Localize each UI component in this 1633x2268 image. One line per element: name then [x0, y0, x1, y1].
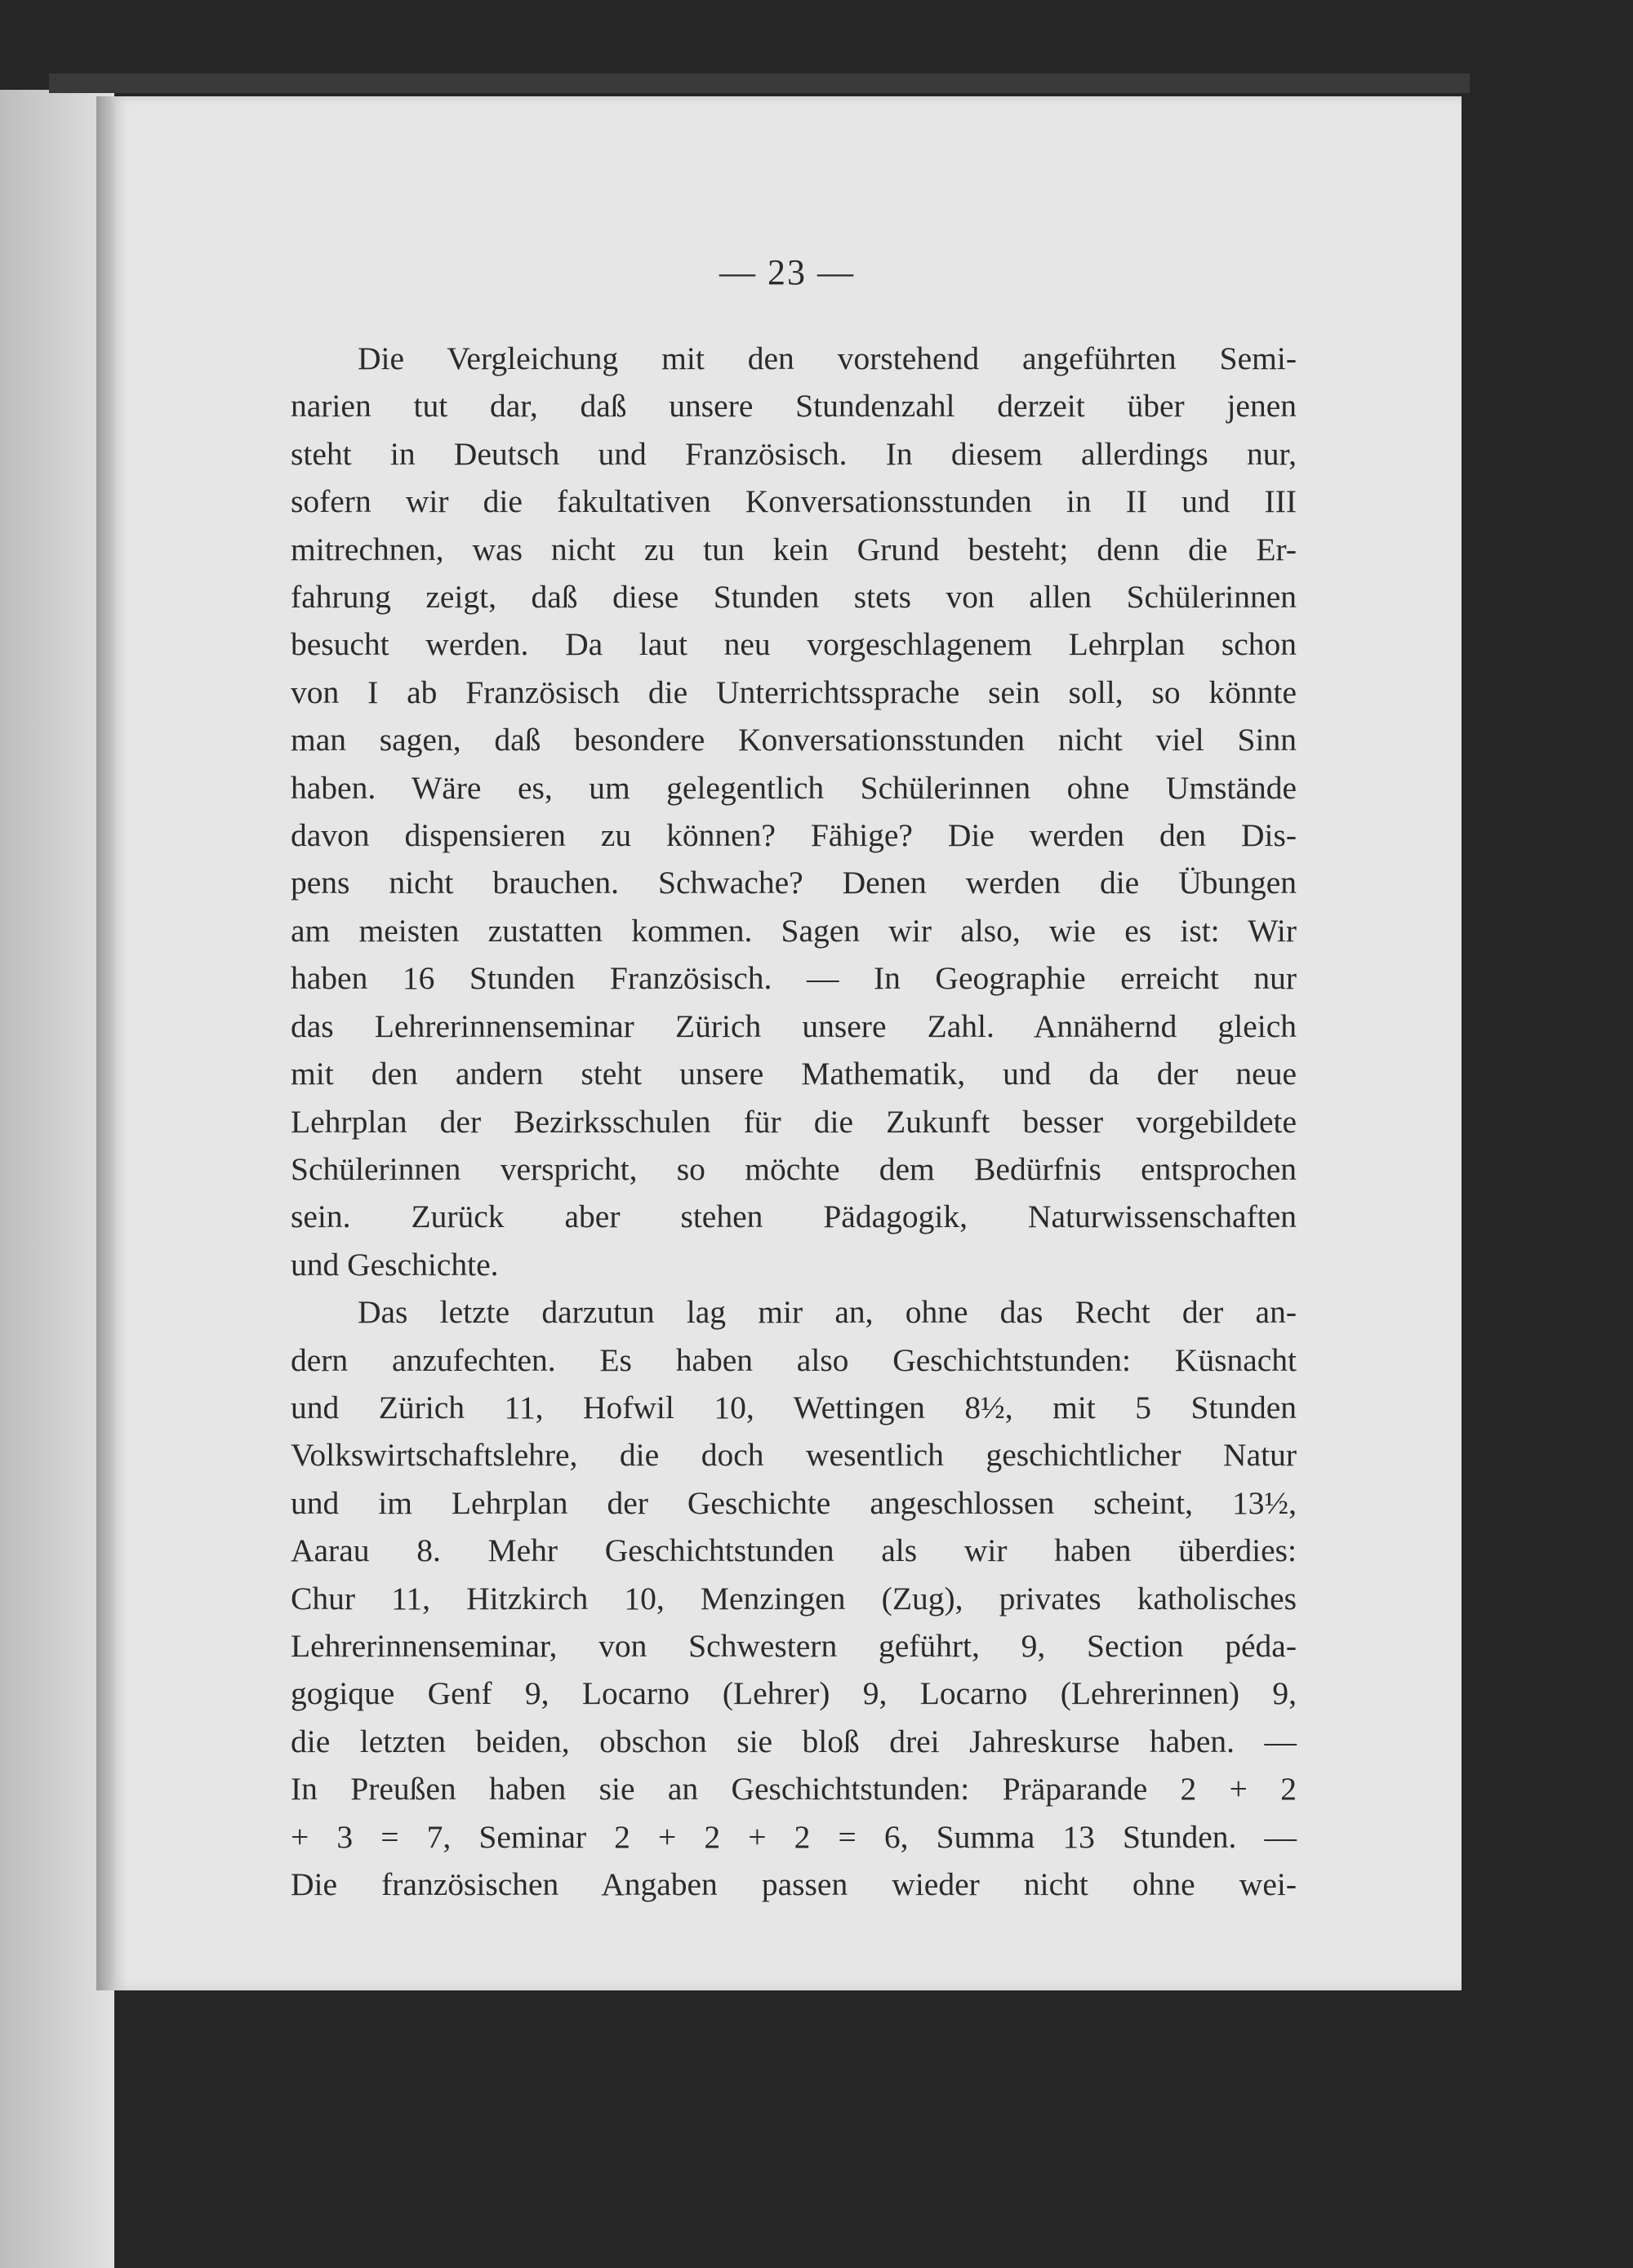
- text-line: Das letzte darzutun lag mir an, ohne das Recht der an-: [358, 1294, 1297, 1331]
- spine-shadow: [96, 96, 116, 1990]
- text-line: sein. Zurück aber stehen Pädagogik, Naturwissenschaften: [291, 1198, 1297, 1235]
- scan-border: [49, 73, 1470, 93]
- text-line: mit den andern steht unsere Mathematik, und da der neue: [291, 1056, 1297, 1092]
- text-line: Die französischen Angaben passen wieder nicht ohne wei-: [291, 1866, 1297, 1902]
- text-line: pens nicht brauchen. Schwache? Denen werden die Übungen: [291, 865, 1297, 901]
- text-line: und Geschichte.: [291, 1246, 499, 1283]
- text-line: gogique Genf 9, Locarno (Lehrer) 9, Locarno (Lehrerinnen) 9,: [291, 1675, 1297, 1712]
- text-line: In Preußen haben sie an Geschichtstunden: Präparande 2 + 2: [291, 1771, 1297, 1808]
- text-line: Schülerinnen verspricht, so möchte dem Bedürfnis entsprochen: [291, 1150, 1297, 1187]
- text-line: Lehrplan der Bezirksschulen für die Zukunft besser vorgebildete: [291, 1103, 1297, 1140]
- text-line: fahrung zeigt, daß diese Stunden stets von allen Schülerinnen: [291, 579, 1297, 616]
- text-line: von I ab Französisch die Unterrichtssprache sein soll, so könnte: [291, 674, 1297, 710]
- text-line: sofern wir die fakultativen Konversationsstunden in II und III: [291, 483, 1297, 520]
- text-line: die letzten beiden, obschon sie bloß drei Jahreskurse haben. —: [291, 1723, 1297, 1759]
- text-line: und Zürich 11, Hofwil 10, Wettingen 8½, mit 5 Stunden: [291, 1389, 1297, 1425]
- body-text: [291, 335, 1297, 1908]
- text-line: Aarau 8. Mehr Geschichtstunden als wir haben überdies:: [291, 1532, 1297, 1569]
- text-line: haben. Wäre es, um gelegentlich Schülerinnen ohne Umstände: [291, 769, 1297, 806]
- text-line: + 3 = 7, Seminar 2 + 2 + 2 = 6, Summa 13 Stunden. —: [291, 1818, 1297, 1855]
- book-page: [113, 96, 1462, 1990]
- text-line: Lehrerinnenseminar, von Schwestern geführt, 9, Section péda-: [291, 1627, 1297, 1664]
- text-line: haben 16 Stunden Französisch. — In Geographie erreicht nur: [291, 960, 1297, 997]
- text-line: besucht werden. Da laut neu vorgeschlagenem Lehrplan schon: [291, 626, 1297, 663]
- text-line: Volkswirtschaftslehre, die doch wesentlich geschichtlicher Natur: [291, 1437, 1297, 1474]
- text-line: man sagen, daß besondere Konversationsstunden nicht viel Sinn: [291, 722, 1297, 758]
- text-line: davon dispensieren zu können? Fähige? Die werden den Dis-: [291, 817, 1297, 854]
- text-line: Die Vergleichung mit den vorstehend angeführten Semi-: [358, 340, 1297, 376]
- text-line: mitrechnen, was nicht zu tun kein Grund besteht; denn die Er-: [291, 531, 1297, 567]
- text-line: Chur 11, Hitzkirch 10, Menzingen (Zug), privates katholisches: [291, 1580, 1297, 1617]
- text-line: am meisten zustatten kommen. Sagen wir also, wie es ist: Wir: [291, 912, 1297, 949]
- page-number: — 23 —: [719, 252, 855, 292]
- text-line: narien tut dar, daß unsere Stundenzahl derzeit über jenen: [291, 388, 1297, 425]
- text-line: das Lehrerinnenseminar Zürich unsere Zahl. Annähernd gleich: [291, 1007, 1297, 1044]
- text-line: dern anzufechten. Es haben also Geschichtstunden: Küsnacht: [291, 1341, 1297, 1378]
- text-line: steht in Deutsch und Französisch. In diesem allerdings nur,: [291, 435, 1297, 472]
- text-line: und im Lehrplan der Geschichte angeschlossen scheint, 13½,: [291, 1484, 1297, 1521]
